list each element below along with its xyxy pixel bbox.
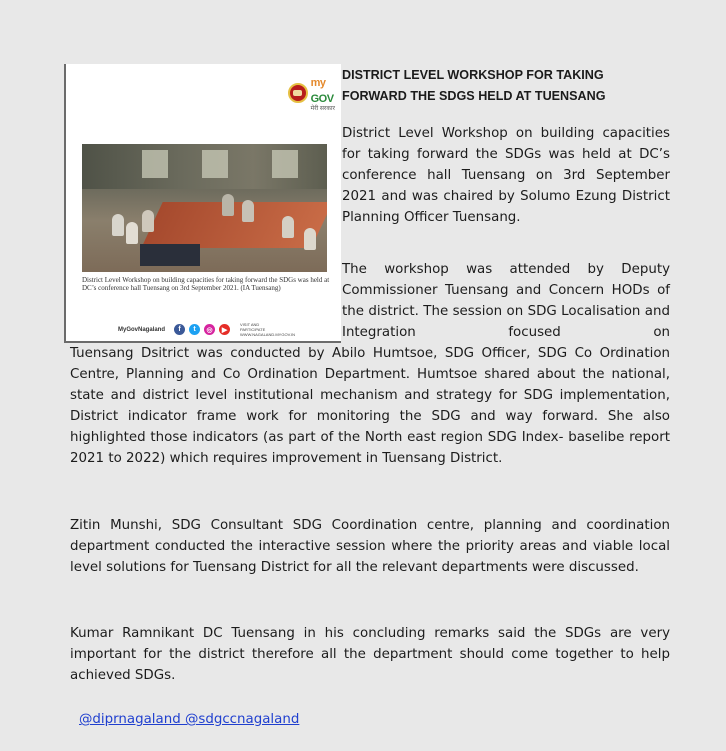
- twitter-icon: t: [189, 324, 200, 335]
- article-title: DISTRICT LEVEL WORKSHOP FOR TAKING FORWARD THE SDGS HELD AT TUENSANG: [342, 68, 606, 103]
- brand-label: MyGovNagaland: [118, 326, 166, 333]
- paragraph-1: District Level Workshop on building capacities for taking forward the SDGs was held at DC’s conference hall Tuensang on 3rd September 2021 and was chaired by Solumo Ezung District Planning Officer Tuensang.: [342, 126, 670, 225]
- paragraph-2-top: The workshop was attended by Deputy Commissioner Tuensang and Concern HODs of the district. The session on SDG Localisation and Integration focused on: [342, 262, 670, 340]
- mygov-logo: [288, 74, 335, 112]
- logo-hindi-text: मेरी सरकार: [310, 106, 335, 112]
- workshop-photo: [82, 144, 327, 272]
- youtube-icon: ▶: [219, 324, 230, 335]
- paragraph-3: Zitin Munshi, SDG Consultant SDG Coordination centre, planning and coordination department conducted the interactive session where the priority areas and viable local level solutions for Tuensang District for all the relevant departments were discussed.: [70, 518, 670, 575]
- nagaland-emblem-icon: [288, 83, 308, 103]
- social-strip: [118, 322, 295, 337]
- logo-gov-text: GOV: [310, 93, 334, 105]
- instagram-icon: ◎: [204, 324, 215, 335]
- facebook-icon: f: [174, 324, 185, 335]
- photo-caption: District Level Workshop on building capacities for taking forward the SDGs was held at DC’s conference hall Tuensang on 3rd September 2021. (IA Tuensang): [82, 276, 330, 292]
- news-image-card: [64, 64, 341, 343]
- hashtag-links[interactable]: @diprnagaland @sdgccnagaland: [79, 712, 300, 727]
- visit-text: VISIT AND PARTICIPATE WWW.NAGALAND.MYGOV.IN: [240, 322, 295, 337]
- paragraph-2-bottom: Tuensang Dsitrict was conducted by Abilo Humtsoe, SDG Officer, SDG Co Ordination Centre, Planning and Co Ordination Department. Humtsoe shared about the national, state and district level institutional mechanism and strategy for SDG implementation, District indicator frame work for monitoring the SDG and way forward. She also highlighted those indicators (as part of the North east region SDG Index- baselibe report 2021 to 2022) which requires improvement in Tuensang District.: [70, 346, 670, 466]
- paragraph-4: Kumar Ramnikant DC Tuensang in his concluding remarks said the SDGs are very important for the district therefore all the department should come together to help achieved SDGs.: [70, 626, 670, 683]
- logo-my-text: my: [310, 77, 326, 89]
